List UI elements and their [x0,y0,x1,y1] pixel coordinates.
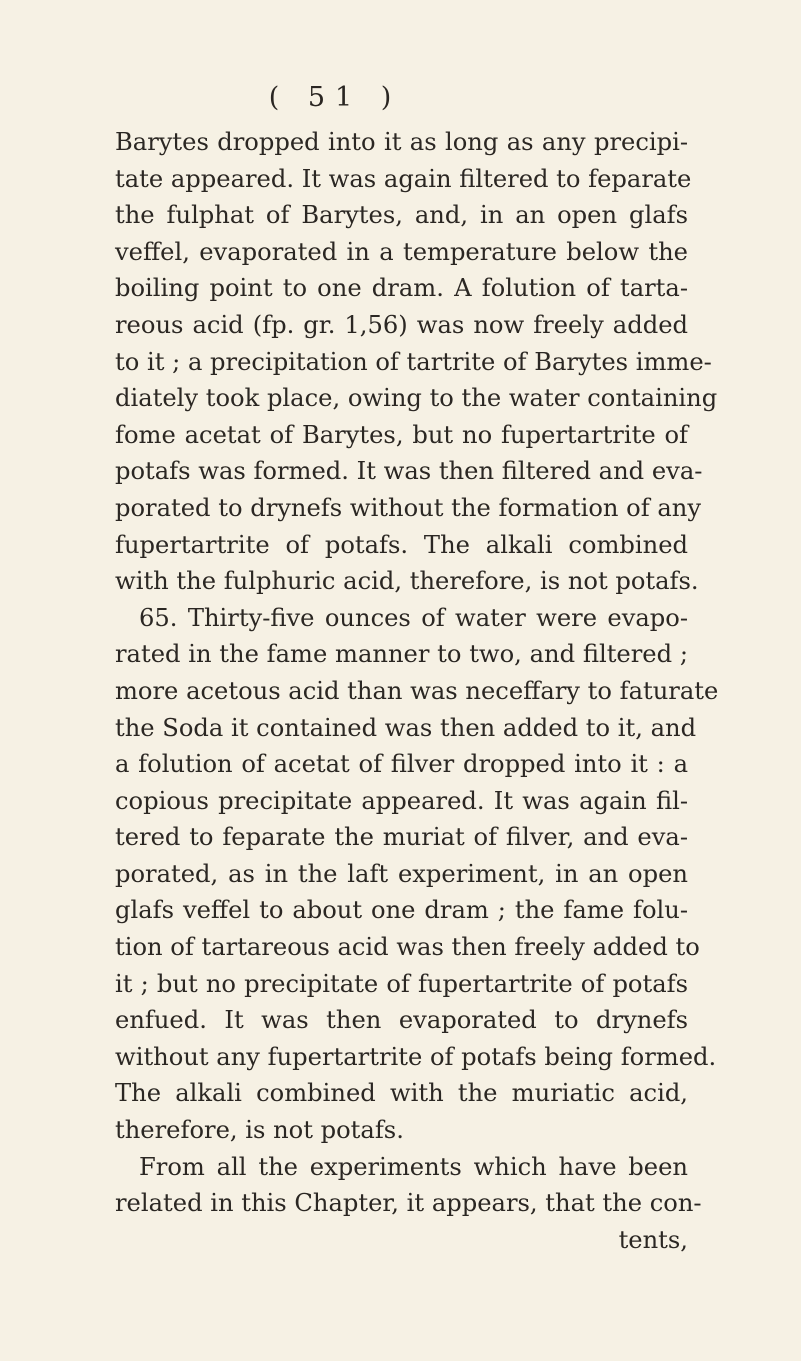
text-line: related in this Chapter, it appears, that the con- [115,1189,702,1218]
text-line: fome acetat of Barytes, but no fupertartrite of [115,420,688,449]
text-line: copious precipitate appeared. It was again fil- [115,786,688,815]
text-line: without any fupertartrite of potafs being formed. [115,1042,717,1071]
text-line: porated to drynefs without the formation of any [115,493,702,522]
text-line: it ; but no precipitate of fupertartrite of potafs [115,969,688,998]
text-line: diately took place, owing to the water containing [115,384,718,413]
text-line: the fulphat of Barytes, and, in an open glafs [115,201,688,230]
text-line: to it ; a precipitation of tartrite of Barytes imme- [115,347,712,376]
text-line: Barytes dropped into it as long as any precipi- [115,128,688,156]
text-line: boiling point to one dram. A folution of tarta- [115,274,688,303]
paragraph-start-line: 65. Thirty-five ounces of water were evapo- [139,603,688,632]
text-line: rated in the fame manner to two, and filtered ; [115,640,688,669]
text-line: the Soda it contained was then added to it, and [115,713,697,742]
page-number: ( 51 ) [268,82,402,113]
catchword: tents, [618,1225,688,1254]
text-line: glafs veffel to about one dram ; the fame folu- [115,896,688,925]
text-line: potafs was formed. It was then filtered and eva- [115,457,703,486]
text-line: fupertartrite of potafs. The alkali combined [115,530,688,559]
body-text [115,124,719,1258]
text-line: tered to feparate the muriat of filver, and eva- [115,823,688,852]
text-line: enfued. It was then evaporated to drynefs [115,1006,688,1035]
text-line: with the fulphuric acid, therefore, is not potafs. [115,567,699,596]
text-line: a folution of acetat of filver dropped into it : a [115,750,688,779]
paragraph-start-line: From all the experiments which have been [139,1152,688,1181]
text-line: reous acid (fp. gr. 1,56) was now freely added [115,310,688,339]
text-line: veffel, evaporated in a temperature below the [115,237,688,266]
text-line: The alkali combined with the muriatic acid, [115,1079,688,1108]
paragraph-end-line: therefore, is not potafs. [115,1116,404,1145]
text-line: tate appeared. It was again filtered to feparate [115,164,692,193]
text-line: tion of tartareous acid was then freely added to [115,933,700,962]
text-line: more acetous acid than was neceffary to faturate [115,676,719,705]
text-line: porated, as in the laft experiment, in an open [115,859,688,888]
